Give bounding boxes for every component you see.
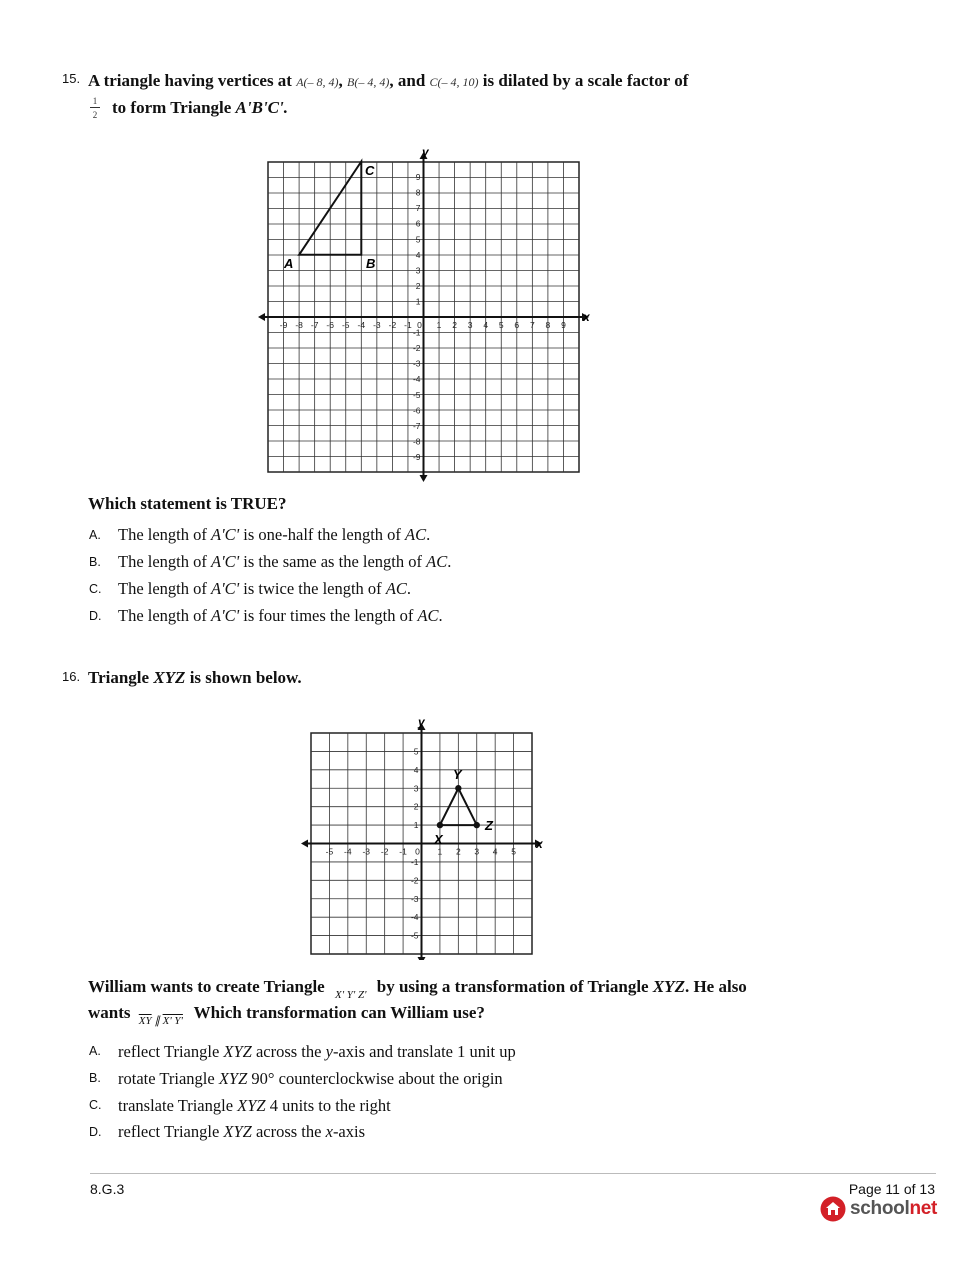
choice-letter: D. (89, 1125, 102, 1139)
choice-letter: A. (89, 1044, 101, 1058)
y-tick-label: -5 (412, 389, 421, 400)
x-tick-label: -1 (399, 846, 407, 857)
point-label-a: A (284, 256, 294, 271)
y-tick-label: 9 (415, 172, 421, 183)
x-tick-label: 5 (498, 320, 504, 330)
x-tick-label: -4 (357, 320, 366, 330)
x-tick-label: -2 (388, 320, 397, 330)
x-tick-label: 3 (474, 846, 480, 857)
choice-letter: C. (89, 582, 102, 596)
y-tick-label: -4 (412, 374, 421, 385)
x-axis-arrow-left (258, 313, 265, 321)
y-tick-label: -6 (412, 405, 421, 416)
y-tick-label: -5 (410, 930, 419, 941)
q16-coordinate-graph (296, 712, 556, 960)
footer-standard: 8.G.3 (90, 1181, 125, 1197)
x-tick-label: 1 (437, 846, 443, 857)
choice-text: The length of A'C' is twice the length of AC. (118, 579, 412, 598)
x-tick-label: 3 (467, 320, 473, 330)
choice-text: The length of A'C' is one-half the length of AC. (118, 525, 431, 544)
y-tick-label: 6 (415, 218, 421, 229)
question-number-15: 15. (62, 71, 81, 86)
q15-question: Which statement is TRUE? (88, 494, 287, 513)
x-tick-label: 8 (545, 320, 551, 330)
x-tick-label: 0 (415, 846, 420, 857)
x-tick-label: -7 (310, 320, 319, 330)
choice-text: translate Triangle XYZ 4 units to the right (118, 1096, 391, 1115)
y-tick-label: -1 (412, 327, 421, 338)
x-tick-label: -3 (373, 320, 381, 330)
q15-coordinate-graph (250, 142, 600, 482)
q15-vertex-a: A(– 8, 4) (296, 75, 339, 89)
x-tick-label: 2 (452, 320, 457, 330)
q15-frac-num: 1 (92, 96, 98, 106)
choice-letter: C. (89, 1098, 102, 1112)
question-number-16: 16. (62, 669, 81, 684)
point-label-x: X (434, 832, 443, 847)
x-tick-label: -8 (295, 320, 303, 330)
q16-parallel-expression: XY ∥ X' Y' (138, 1015, 183, 1027)
axes (258, 152, 589, 482)
y-tick-label: 4 (415, 249, 421, 260)
y-tick-label: -7 (412, 420, 421, 431)
choice-text: The length of A'C' is four times the length of AC. (118, 606, 443, 625)
y-tick-label: 4 (413, 764, 419, 775)
choice-text: rotate Triangle XYZ 90° counterclockwise about the origin (118, 1069, 503, 1088)
y-axis-arrow-down (418, 957, 426, 960)
y-tick-label: -3 (410, 893, 419, 904)
footer-page-number: Page 11 of 13 (848, 1181, 935, 1197)
y-tick-label: -8 (412, 436, 421, 447)
point-z (474, 822, 480, 828)
y-tick-label: 2 (413, 801, 419, 812)
house-icon (820, 1196, 846, 1222)
y-tick-label: 3 (413, 783, 419, 794)
x-axis-arrow-left (301, 840, 308, 848)
x-tick-label: 1 (436, 320, 442, 330)
logo-text: schoolnet (850, 1198, 938, 1219)
x-tick-label: -5 (325, 846, 334, 857)
q15-vertex-c: C(– 4, 10) (429, 75, 479, 89)
x-tick-label: 6 (514, 320, 520, 330)
q15-dilation: is dilated by a scale factor of (482, 71, 689, 90)
x-tick-label: -6 (326, 320, 334, 330)
point-label-z: Z (485, 818, 493, 833)
q16-image-triangle: X' Y' Z' (334, 989, 367, 1001)
choice-letter: D. (89, 609, 102, 623)
x-tick-label: -5 (341, 320, 350, 330)
x-tick-label: -1 (404, 320, 412, 330)
q15-frac-den: 2 (92, 110, 98, 120)
point-y (455, 785, 461, 791)
x-tick-label: 4 (492, 846, 498, 857)
x-tick-label: 2 (455, 846, 461, 857)
x-axis-label: x (536, 837, 543, 851)
q16-stem-line2: wants $_{\overline{XY} \parallel X' Y'}$ Which transformation can William use? (88, 1003, 485, 1027)
choice-letter: A. (89, 528, 101, 542)
q15-stem-line1: A triangle having vertices at A(– 8, 4), B(– 4, 4), and C(– 4, 10) is dilated by a scale factor of (88, 71, 689, 90)
q16-stem-line1: William wants to create Triangle $_{X' Y' Z'}$ by using a transformation of Triangle XYZ. He also (88, 977, 747, 1001)
y-tick-label: 8 (415, 187, 421, 198)
choice-letter: B. (89, 1071, 101, 1085)
axes (301, 723, 542, 960)
x-tick-label: 5 (511, 846, 516, 857)
q15-vertex-b: B(– 4, 4) (347, 75, 390, 89)
y-tick-label: 7 (415, 203, 421, 214)
choice-text: reflect Triangle XYZ across the y-axis and translate 1 unit up (118, 1042, 516, 1061)
x-tick-label: -4 (344, 846, 352, 857)
q15-stem-line2 (112, 98, 288, 118)
point-label-c: C (365, 163, 375, 178)
y-tick-label: 2 (415, 280, 421, 291)
y-tick-label: 3 (415, 265, 421, 276)
footer-divider (90, 1173, 936, 1174)
y-tick-label: -2 (412, 343, 421, 354)
q15-intro: A triangle having vertices at (88, 71, 292, 90)
q15-image-name: A'B'C'. (235, 98, 288, 117)
y-axis-arrow-down (420, 475, 428, 482)
x-tick-label: -3 (362, 846, 371, 857)
x-tick-label: 7 (529, 320, 535, 330)
y-tick-label: -4 (410, 912, 419, 923)
point-label-y: Y (453, 767, 462, 782)
point-label-b: B (366, 256, 376, 271)
y-tick-label: 5 (415, 234, 421, 245)
y-tick-label: 1 (415, 296, 421, 307)
x-tick-label: -9 (279, 320, 288, 330)
x-axis-label: x (583, 310, 590, 324)
y-tick-label: -3 (412, 358, 421, 369)
q15-conj: , and (389, 71, 426, 90)
choice-text: The length of A'C' is the same as the length of AC. (118, 552, 452, 571)
x-tick-label: 0 (417, 320, 422, 330)
x-tick-label: 4 (483, 320, 489, 330)
y-tick-label: -2 (410, 875, 419, 886)
y-tick-label: -1 (410, 856, 419, 867)
q15-form: to form Triangle (112, 98, 232, 117)
y-tick-label: 1 (413, 820, 419, 831)
y-axis-label: y (418, 715, 425, 729)
point-x (437, 822, 443, 828)
y-axis-label: y (422, 145, 429, 159)
q16-stem: Triangle XYZ is shown below. (88, 668, 302, 687)
y-tick-label: -9 (412, 451, 421, 462)
choice-letter: B. (89, 555, 101, 569)
x-tick-label: -2 (380, 846, 389, 857)
choice-text: reflect Triangle XYZ across the x-axis (118, 1122, 366, 1141)
y-tick-label: 5 (413, 746, 419, 757)
x-tick-label: 9 (561, 320, 566, 330)
schoolnet-logo (820, 1196, 937, 1222)
